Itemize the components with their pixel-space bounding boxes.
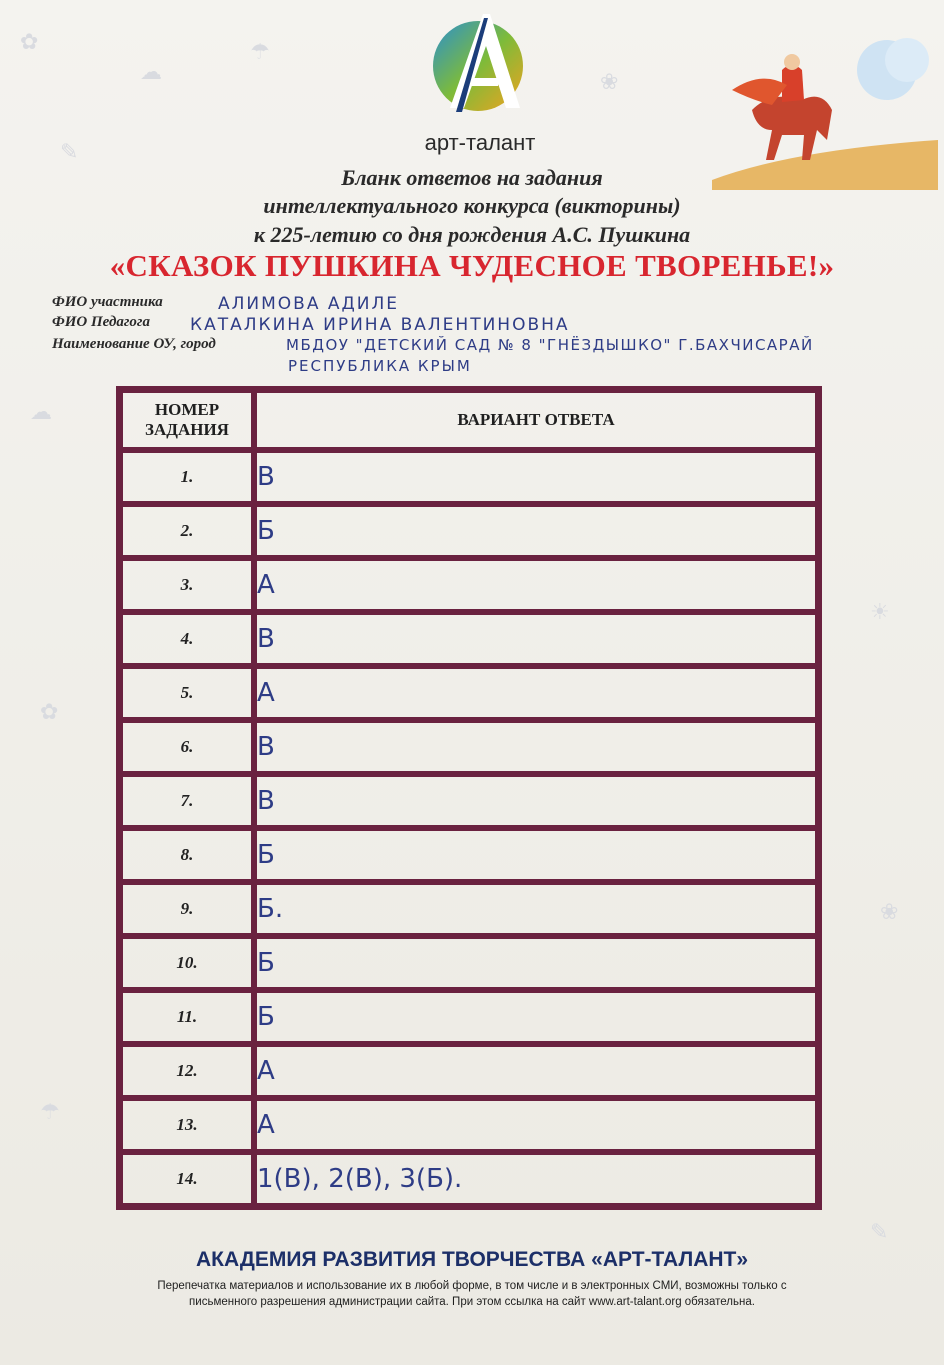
doodle-icon: ❀ — [880, 900, 899, 925]
answer-value: В — [254, 612, 818, 666]
table-row — [120, 666, 818, 720]
teacher-label: ФИО Педагога — [52, 314, 150, 330]
doodle-icon: ✿ — [40, 700, 59, 725]
footer-note-line-1: Перепечатка материалов и использование их в любой форме, в том числе и в электронных СМИ, возможны только с — [157, 1280, 787, 1292]
answer-value: Б. — [254, 882, 818, 936]
task-number: 5. — [120, 666, 254, 720]
task-number: 2. — [120, 504, 254, 558]
art-talant-logo-icon — [428, 8, 526, 118]
footer-note-line-2: письменного разрешения администрации сайта. При этом ссылка на сайт www.art-talant.org обязательна. — [189, 1296, 755, 1308]
contest-headline: «СКАЗОК ПУШКИНА ЧУДЕСНОЕ ТВОРЕНЬЕ!» — [109, 248, 835, 283]
answers-table — [116, 386, 822, 1210]
organization-label: Наименование ОУ, город — [52, 336, 216, 352]
organization-value-line-1: МБДОУ "ДЕТСКИЙ САД № 8 "ГНЁЗДЫШКО" Г.БАХЧИСАРАЙ — [286, 336, 814, 354]
answer-value: А — [254, 1098, 818, 1152]
table-row — [120, 828, 818, 882]
answer-value: А — [254, 558, 818, 612]
form-title-line-1: Бланк ответов на задания — [341, 165, 603, 190]
form-title-line-3: к 225-летию со дня рождения А.С. Пушкина — [253, 222, 691, 247]
doodle-icon: ✎ — [870, 1220, 889, 1245]
table-row — [120, 936, 818, 990]
task-number: 3. — [120, 558, 254, 612]
table-row — [120, 612, 818, 666]
table-row — [120, 450, 818, 504]
table-row — [120, 774, 818, 828]
task-number: 13. — [120, 1098, 254, 1152]
table-row — [120, 504, 818, 558]
table-row — [120, 1098, 818, 1152]
doodle-icon: ☁ — [30, 400, 52, 425]
task-number-header-line-1: НОМЕР — [154, 400, 220, 419]
doodle-icon: ☂ — [250, 40, 270, 65]
table-row — [120, 882, 818, 936]
footer-academy-title: АКАДЕМИЯ РАЗВИТИЯ ТВОРЧЕСТВА «АРТ-ТАЛАНТ» — [195, 1248, 749, 1271]
answer-value: Б — [254, 990, 818, 1044]
answer-value: Б — [254, 936, 818, 990]
task-number: 9. — [120, 882, 254, 936]
doodle-icon: ☀ — [870, 600, 890, 625]
answer-option-header: ВАРИАНТ ОТВЕТА — [254, 390, 818, 450]
task-number: 6. — [120, 720, 254, 774]
brand-name: арт-талант — [424, 130, 536, 155]
task-number: 10. — [120, 936, 254, 990]
participant-label: ФИО участника — [52, 294, 163, 310]
task-number: 1. — [120, 450, 254, 504]
task-number: 8. — [120, 828, 254, 882]
table-row — [120, 1152, 818, 1206]
table-row — [120, 558, 818, 612]
table-row — [120, 720, 818, 774]
task-number: 11. — [120, 990, 254, 1044]
teacher-value: КАТАЛКИНА ИРИНА ВАЛЕНТИНОВНА — [190, 315, 570, 335]
task-number-header-line-2: ЗАДАНИЯ — [145, 420, 229, 439]
table-row — [120, 1044, 818, 1098]
answer-value: В — [254, 450, 818, 504]
participant-value: АЛИМОВА АДИЛЕ — [218, 294, 400, 314]
doodle-icon: ☂ — [40, 1100, 60, 1125]
doodle-icon: ✿ — [20, 30, 39, 55]
answer-value: Б — [254, 828, 818, 882]
task-number: 7. — [120, 774, 254, 828]
doodle-icon: ☁ — [140, 60, 162, 85]
task-number: 4. — [120, 612, 254, 666]
doodle-icon: ❀ — [600, 70, 619, 95]
form-title-line-2: интеллектуального конкурса (викторины) — [263, 193, 681, 218]
footer-copyright-note — [70, 1278, 874, 1310]
answer-value: В — [254, 720, 818, 774]
task-number: 14. — [120, 1152, 254, 1206]
table-header-row — [120, 390, 818, 450]
table-row — [120, 990, 818, 1044]
answer-value: В — [254, 774, 818, 828]
answer-value: А — [254, 1044, 818, 1098]
answer-value: А — [254, 666, 818, 720]
task-number: 12. — [120, 1044, 254, 1098]
organization-value-line-2: РЕСПУБЛИКА КРЫМ — [288, 357, 472, 375]
answer-value: 1(В), 2(В), 3(Б). — [254, 1152, 818, 1206]
answer-value: Б — [254, 504, 818, 558]
doodle-icon: ✎ — [60, 140, 79, 165]
task-number-header — [120, 390, 254, 450]
